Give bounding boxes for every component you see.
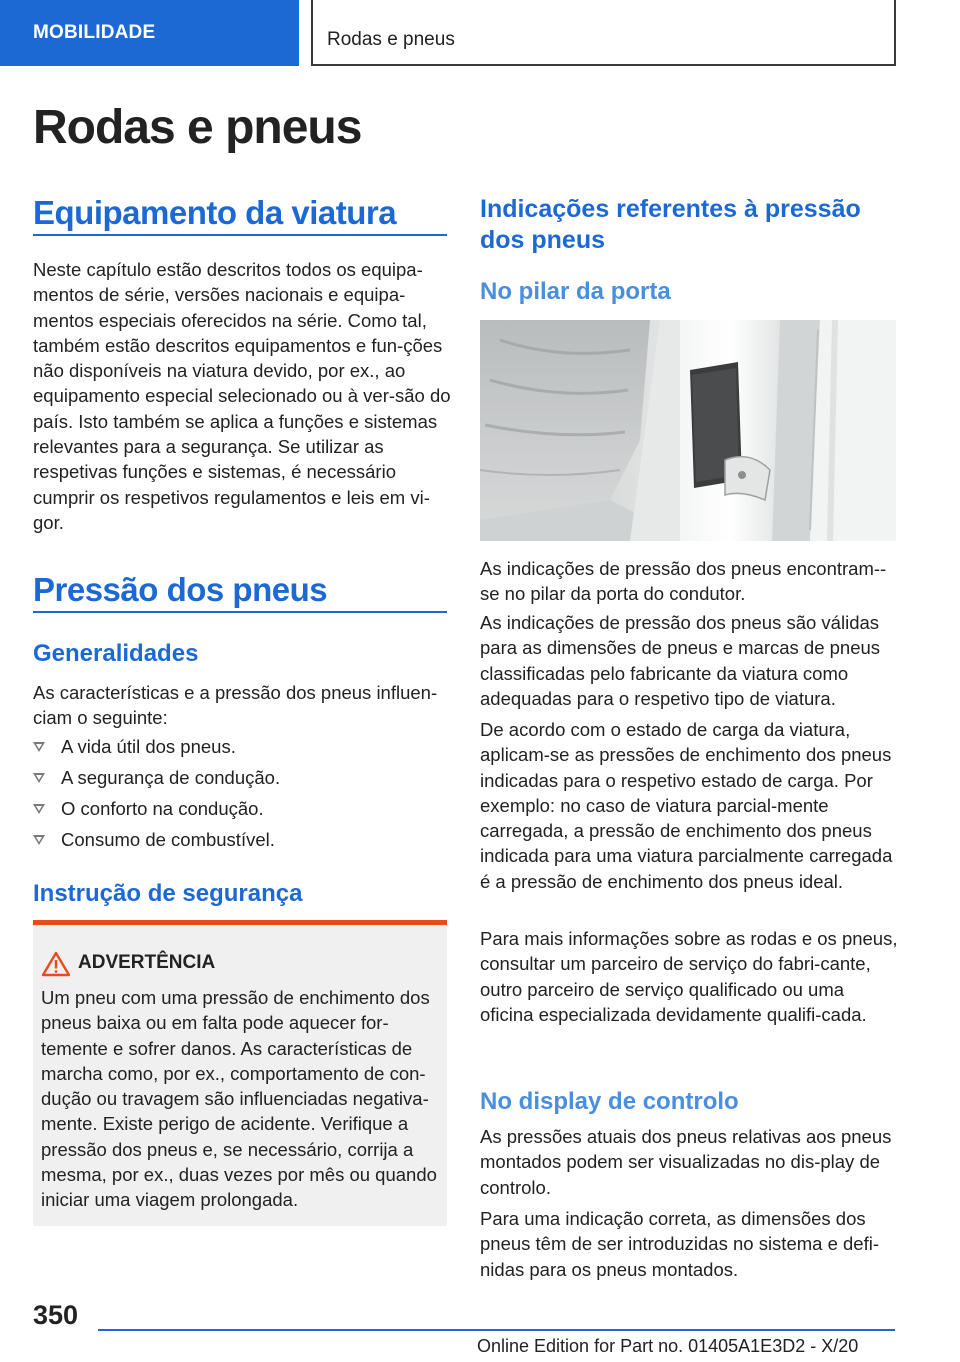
door-para-1: As indicações de pressão dos pneus encontram‐-se no pilar da porta do condutor. xyxy=(480,558,887,605)
footer-rule xyxy=(98,1329,895,1331)
list-item: O conforto na condução. xyxy=(33,796,447,827)
section-box xyxy=(311,0,896,66)
section-title: Rodas e pneus xyxy=(327,29,455,50)
triangle-bullet-icon xyxy=(33,804,45,814)
equipment-heading-rule xyxy=(33,234,447,236)
indications-heading: Indicações referentes à pressão dos pneus xyxy=(480,195,861,254)
warning-triangle-icon xyxy=(41,951,71,977)
warning-title: ADVERTÊNCIA xyxy=(78,952,216,973)
door-para-3: De acordo com o estado de carga da viatura, aplicam-se as pressões de enchimento dos pneus indicadas para o respetivo estado de carga. Por exemplo: no caso de viatura parcial‐mente carregada, a pressão de enchimento dos pneus indicada para uma viatura parcialmente carregada é a pressão de enchimento dos pneus ideal. xyxy=(480,719,893,892)
general-text: As características e a pressão dos pneus influen‐ciam o seguinte: xyxy=(33,682,438,729)
triangle-bullet-icon xyxy=(33,742,45,752)
list-item: Consumo de combustível. xyxy=(33,827,447,858)
door-pillar-heading: No pilar da porta xyxy=(480,278,671,305)
safety-heading: Instrução de segurança xyxy=(33,880,303,907)
pressure-heading-rule xyxy=(33,611,447,613)
display-heading: No display de controlo xyxy=(480,1088,739,1115)
page-number: 350 xyxy=(33,1300,79,1330)
door-para-4: Para mais informações sobre as rodas e os pneus, consultar um parceiro de serviço do fabri‐cante, outro parceiro de serviço qualificado ou uma oficina especializada devidamente qualifi‐cada. xyxy=(480,928,898,1025)
list-item: A segurança de condução. xyxy=(33,765,447,796)
warning-text: Um pneu com uma pressão de enchimento dos pneus baixa ou em falta pode aquecer for‐temente e sofrer danos. As características de marcha como, por ex., comportamento de con‐dução ou travagem são influenciadas negativa‐mente. Existe perigo de acidente. Verifique a pressão dos pneus e, se necessário, corrija a mesma, por ex., duas vezes por mês ou quando iniciar uma viagem prolongada. xyxy=(41,987,437,1211)
door-para-2: As indicações de pressão dos pneus são válidas para as dimensões de pneus e marcas de pneus classificadas pelo fabricante da viatura como adequadas para o respetivo tipo de viatura. xyxy=(480,612,881,709)
triangle-bullet-icon xyxy=(33,773,45,783)
display-para-1: As pressões atuais dos pneus relativas aos pneus montados podem ser visualizadas no dis‐play de controlo. xyxy=(480,1126,892,1198)
list-item: A vida útil dos pneus. xyxy=(33,734,447,765)
pressure-heading: Pressão dos pneus xyxy=(33,571,328,608)
door-pillar-photo xyxy=(480,320,896,541)
equipment-text: Neste capítulo estão descritos todos os equipa‐mentos de série, versões nacionais e equipa‐mentos especiais oferecidos na série. Como tal, também estão descritos equipamentos e fun‐ções não disponíveis na viatura devido, por ex., ao equipamento especial selecionado ou à ver‐são do país. Isto também se aplica a funções e sistemas relevantes para a segurança. Se utilizar as respetivas funções e sistemas, é necessário cumprir os respetivos regulamentos e leis em vi‐gor. xyxy=(33,259,451,533)
general-heading: Generalidades xyxy=(33,640,199,667)
influence-list xyxy=(33,734,447,858)
chapter-tab: MOBILIDADE xyxy=(0,0,299,66)
equipment-heading: Equipamento da viatura xyxy=(33,194,397,231)
display-para-2: Para uma indicação correta, as dimensões dos pneus têm de ser introduzidas no sistema e defi‐nidas para os pneus montados. xyxy=(480,1208,879,1280)
page-header xyxy=(0,0,960,66)
warning-box xyxy=(33,920,447,1226)
edition-text: Online Edition for Part no. 01405A1E3D2 - X/20 xyxy=(477,1336,859,1356)
page-title: Rodas e pneus xyxy=(33,101,362,154)
triangle-bullet-icon xyxy=(33,835,45,845)
